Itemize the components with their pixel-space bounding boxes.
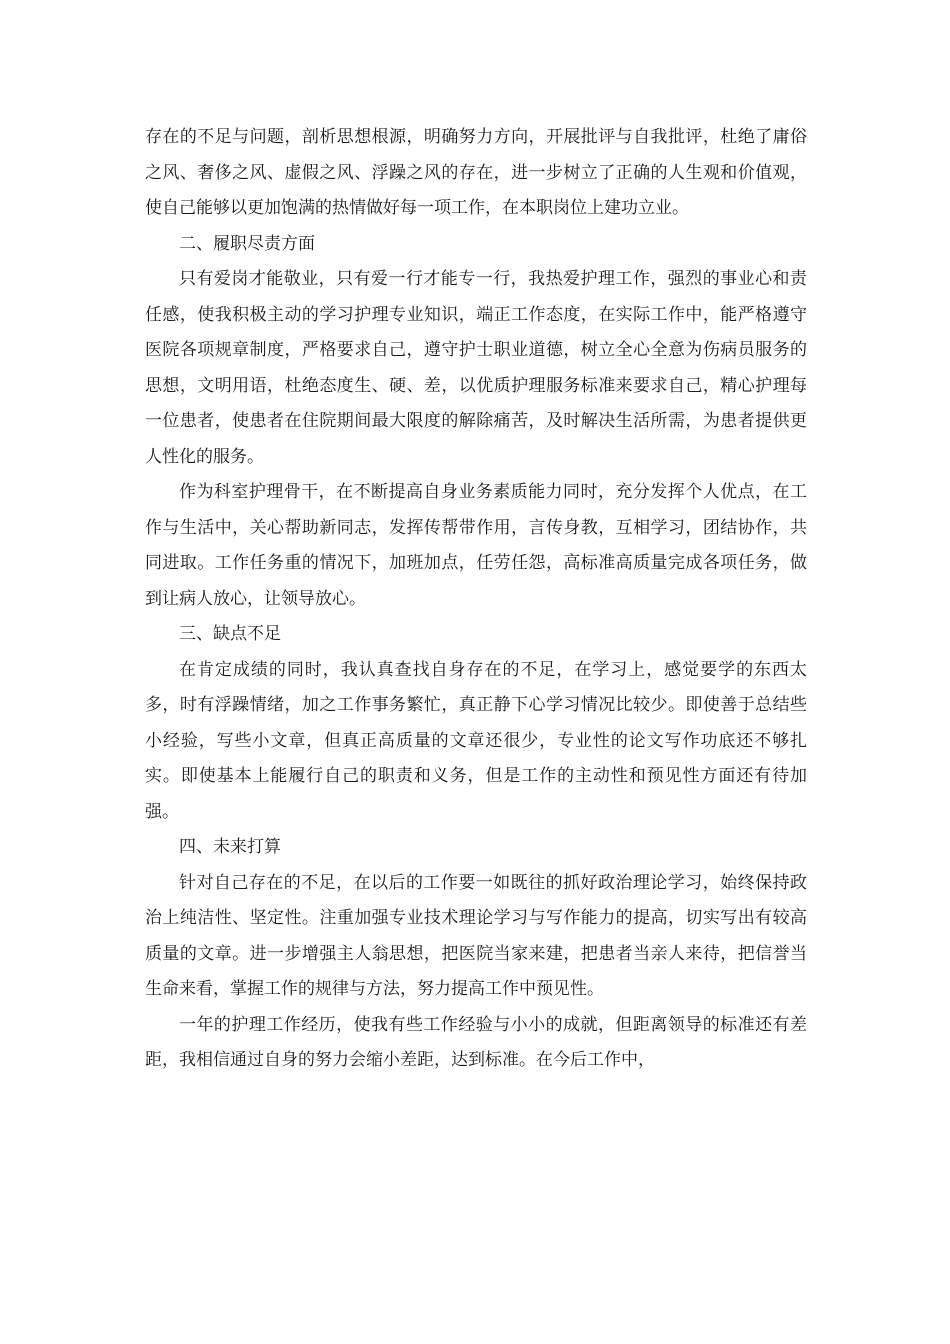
section-heading-future-plans: 四、未来打算 xyxy=(179,837,281,857)
section-heading-shortcomings: 三、缺点不足 xyxy=(179,624,281,644)
paragraph-duty-2: 作为科室护理骨干，在不断提高自身业务素质能力同时，充分发挥个人优点，在工作与生活中，关心帮助新同志，发挥传帮带作用，言传身教，互相学习，团结协作，共同进取。工作任务重的情况下，加班加点，任劳任怨，高标准高质量完成各项任务，做到让病人放心，让领导放心。 xyxy=(145,482,807,609)
document-body xyxy=(145,120,807,1079)
section-heading-duty: 二、履职尽责方面 xyxy=(179,233,315,254)
paragraph-closing: 一年的护理工作经历，使我有些工作经验与小小的成就，但距离领导的标准还有差距，我相信通过自身的努力会缩小差距，达到标准。在今后工作中， xyxy=(145,1014,807,1070)
paragraph-duty-1: 只有爱岗才能敬业，只有爱一行才能专一行，我热爱护理工作，强烈的事业心和责任感，使我积极主动的学习护理专业知识，端正工作态度，在实际工作中，能严格遵守医院各项规章制度，严格要求自己，遵守护士职业道德，树立全心全意为伤病员服务的思想，文明用语，杜绝态度生、硬、差，以优质护理服务标准来要求自己，精心护理每一位患者，使患者在住院期间最大限度的解除痛苦，及时解决生活所需，为患者提供更人性化的服务。 xyxy=(145,269,807,467)
paragraph-shortcomings: 在肯定成绩的同时，我认真查找自身存在的不足，在学习上，感觉要学的东西太多，时有浮躁情绪，加之工作事务繁忙，真正静下心学习情况比较少。即使善于总结些小经验，写些小文章，但真正高质量的文章还很少，专业性的论文写作功底还不够扎实。即使基本上能履行自己的职责和义务，但是工作的主动性和预见性方面还有待加强。 xyxy=(145,659,807,822)
paragraph-continuation: 存在的不足与问题，剖析思想根源，明确努力方向，开展批评与自我批评，杜绝了庸俗之风、奢侈之风、虚假之风、浮躁之风的存在，进一步树立了正确的人生观和价值观，使自己能够以更加饱满的热情做好每一项工作，在本职岗位上建功立业。 xyxy=(145,127,807,218)
paragraph-future-plans: 针对自己存在的不足，在以后的工作要一如既往的抓好政治理论学习，始终保持政治上纯洁性、坚定性。注重加强专业技术理论学习与写作能力的提高，切实写出有较高质量的文章。进一步增强主人翁思想，把医院当家来建，把患者当亲人来待，把信誉当生命来看，掌握工作的规律与方法，努力提高工作中预见性。 xyxy=(145,872,807,999)
